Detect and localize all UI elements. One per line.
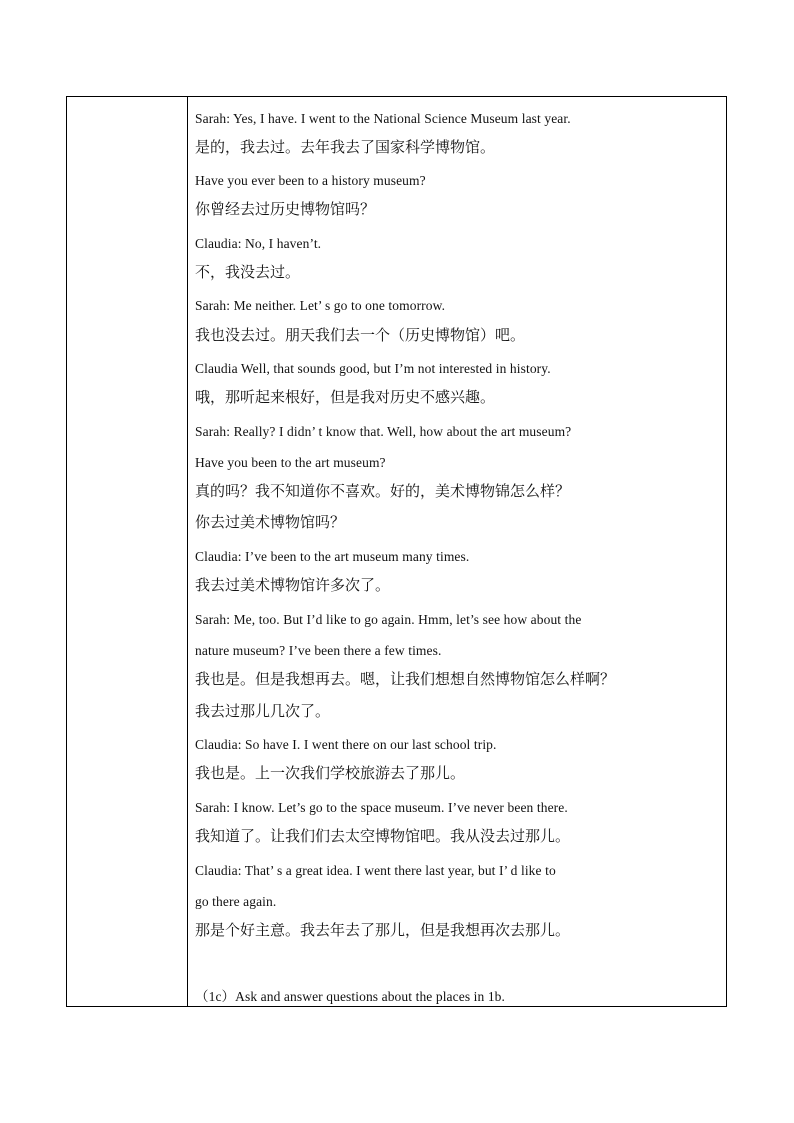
content-cell [188,97,726,1006]
dialogue-line: 你去过美术博物馆吗？ [195,513,346,531]
dialogue-line: Claudia: That’ s a great idea. I went there last year, but I’ d like to [195,863,556,878]
dialogue-line: Have you ever been to a history museum? [195,173,426,188]
task-instruction: （1c）Ask and answer questions about the places in 1b. [195,989,506,1004]
dialogue-line: Sarah: Me neither. Let’ s go to one tomorrow. [195,298,446,313]
dialogue-line: 不，我没去过。 [195,263,301,281]
dialogue-line: Sarah: Yes, I have. I went to the National Science Museum last year. [195,111,571,126]
dialogue-line: Claudia: No, I haven’t. [195,236,322,251]
dialogue-line: 我也是。上一次我们学校旅游去了那儿。 [195,764,466,782]
dialogue-line: 真的吗？我不知道你不喜欢。好的，美术博物锦怎么样？ [195,482,571,500]
left-cell [67,97,188,1006]
dialogue-line: 你曾经去过历史博物馆吗？ [195,200,376,218]
dialogue-line: Sarah: Really? I didn’ t know that. Well, how about the art museum? [195,424,572,439]
dialogue-line: 我去过美术博物馆许多次了。 [195,576,391,594]
dialogue-line: Claudia: I’ve been to the art museum many times. [195,549,470,564]
dialogue-line: 我去过那儿几次了。 [195,702,331,720]
dialogue-line: Sarah: Me, too. But I’d like to go again. Hmm, let’s see how about the [195,612,582,627]
dialogue-line: 是的，我去过。去年我去了国家科学博物馆。 [195,138,496,156]
dialogue-line: 哦，那听起来根好，但是我对历史不感兴趣。 [195,388,496,406]
dialogue-line: Claudia: So have I. I went there on our last school trip. [195,737,497,752]
dialogue-line: 我也是。但是我想再去。嗯，让我们想想自然博物馆怎么样啊？ [195,670,616,688]
dialogue-line: Sarah: I know. Let’s go to the space museum. I’ve never been there. [195,800,568,815]
dialogue-line: 我知道了。让我们们去太空博物馆吧。我从没去过那儿。 [195,827,571,845]
dialogue-line: go there again. [195,894,277,909]
dialogue-line: nature museum? I’ve been there a few times. [195,643,442,658]
dialogue-line: Have you been to the art museum? [195,455,386,470]
dialogue-line: 我也没去过。朋天我们去一个（历史博物馆）吧。 [195,326,526,344]
lesson-table [66,96,727,1007]
dialogue-line: 那是个好主意。我去年去了那儿，但是我想再次去那儿。 [195,921,571,939]
dialogue-line: Claudia Well, that sounds good, but I’m not interested in history. [195,361,551,376]
